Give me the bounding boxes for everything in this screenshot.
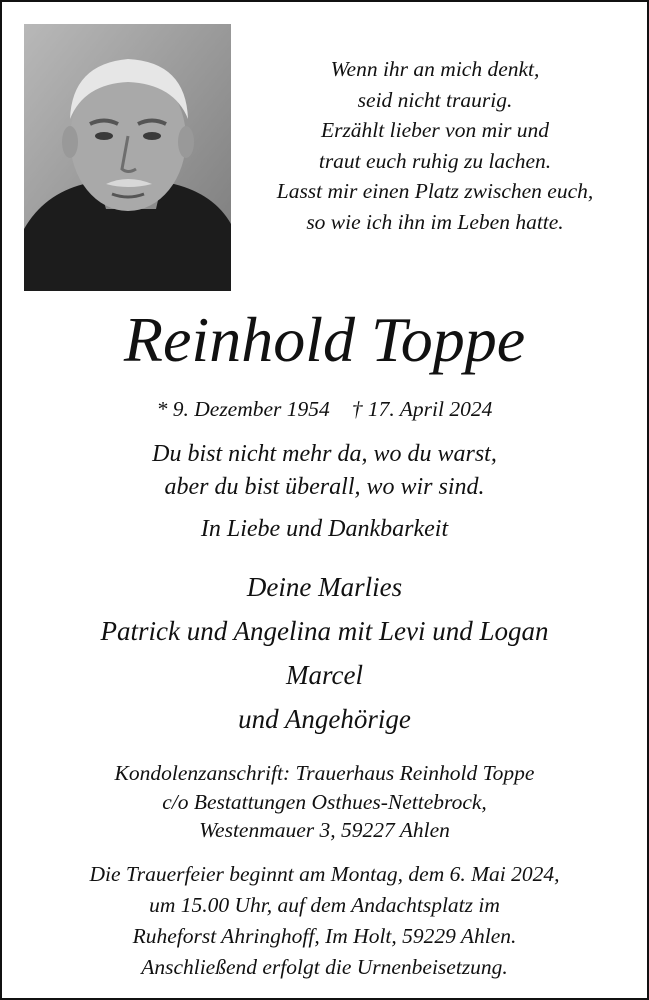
quote-line: Du bist nicht mehr da, wo du warst,	[152, 441, 497, 467]
mourner-line: Patrick und Angelina mit Levi und Logan	[100, 616, 549, 646]
mourners	[2, 565, 647, 741]
funeral-service-info	[2, 859, 647, 983]
poem-line: Lasst mir einen Platz zwischen euch,	[276, 179, 594, 203]
birth-date: * 9. Dezember 1954	[156, 397, 330, 421]
address-line: Westenmauer 3, 59227 Ahlen	[199, 818, 450, 842]
death-date: † 17. April 2024	[351, 397, 493, 421]
service-line: Ruheforst Ahringhoff, Im Holt, 59229 Ahlen.	[132, 924, 517, 948]
quote	[2, 438, 647, 503]
service-line: Anschließend erfolgt die Urnenbeisetzung.	[141, 955, 508, 979]
mourner-line: Marcel	[286, 660, 363, 690]
portrait-photo	[24, 24, 231, 291]
poem-line: Erzählt lieber von mir und	[320, 118, 550, 142]
address-line: Kondolenzanschrift: Trauerhaus Reinhold Toppe	[114, 761, 535, 785]
mourner-line: und Angehörige	[238, 704, 411, 734]
poem-line: seid nicht traurig.	[357, 87, 513, 112]
dedication: In Liebe und Dankbarkeit	[200, 516, 449, 542]
condolence-address	[2, 759, 647, 845]
poem-line: so wie ich ihn im Leben hatte.	[306, 209, 564, 234]
mourner-line: Deine Marlies	[246, 572, 403, 602]
deceased-name: Reinhold Toppe	[123, 304, 526, 375]
service-line: um 15.00 Uhr, auf dem Andachtsplatz im	[149, 893, 500, 917]
address-line: c/o Bestattungen Osthues-Nettebrock,	[162, 789, 487, 814]
life-dates	[2, 394, 647, 424]
poem-line: traut euch ruhig zu lachen.	[318, 148, 552, 173]
service-line: Die Trauerfeier beginnt am Montag, dem 6. Mai 2024,	[89, 862, 560, 886]
poem	[250, 54, 620, 237]
poem-line: Wenn ihr an mich denkt,	[330, 57, 540, 81]
quote-line: aber du bist überall, wo wir sind.	[164, 473, 485, 500]
